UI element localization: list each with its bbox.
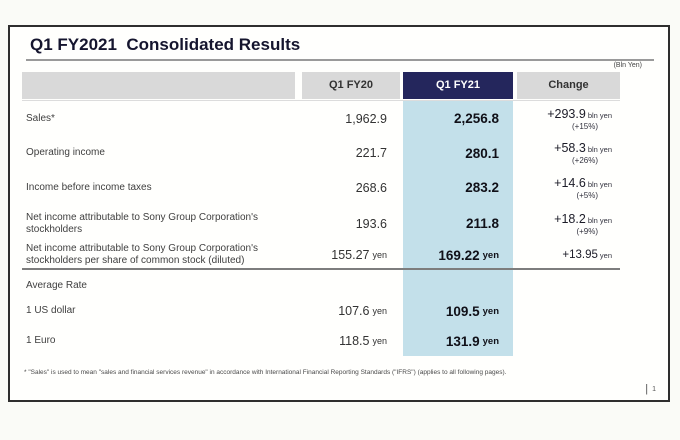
- yen-unit: yen: [372, 306, 387, 316]
- row-label: 1 US dollar: [26, 305, 76, 316]
- fy20-value: 118.5 yen: [339, 334, 387, 348]
- change-percent: (+26%): [571, 156, 598, 165]
- yen-unit: yen: [482, 305, 499, 317]
- change-cell: [513, 101, 620, 136]
- fy21-value: 211.8: [465, 216, 499, 231]
- change-percent: (+15%): [571, 121, 598, 131]
- title-underline: [26, 59, 654, 61]
- table-row-euro: [22, 326, 620, 356]
- fy20-value: 221.7: [355, 146, 387, 160]
- fy20-value: 155.27 yen: [331, 248, 387, 262]
- fy21-value: 131.9 yen: [445, 333, 499, 349]
- change-unit: bln yen: [587, 145, 612, 154]
- change-cell-empty: [513, 326, 620, 356]
- header-change: Change: [517, 72, 620, 99]
- fy20-value: 268.6: [355, 180, 387, 195]
- fy21-value: 169.22 yen: [438, 247, 499, 263]
- change-percent: (+5%): [576, 190, 598, 200]
- fy20-value: 107.6 yen: [338, 304, 387, 318]
- row-label: 1 Euro: [26, 335, 56, 346]
- table-rows: [22, 101, 620, 356]
- yen-unit: yen: [482, 335, 499, 347]
- change-unit: yen: [599, 251, 612, 260]
- change-value: +13.95: [562, 249, 598, 261]
- fy20-value: 193.6: [355, 216, 387, 231]
- change-percent: (+9%): [576, 226, 598, 236]
- page-divider-bar: |: [645, 383, 649, 395]
- yen-unit: yen: [482, 249, 499, 261]
- change-unit: bln yen: [587, 179, 612, 189]
- change-cell-empty: [513, 296, 620, 326]
- table-row-eps-diluted: [22, 242, 620, 268]
- table-row-sales: [22, 101, 620, 136]
- header-empty-cell: [22, 72, 295, 99]
- table-row-net-income: [22, 205, 620, 242]
- unit-note: (Bln Yen): [613, 62, 642, 69]
- page-number-value: 1: [652, 385, 656, 393]
- row-label: Sales*: [26, 112, 55, 124]
- fy21-value: 2,256.8: [453, 111, 499, 126]
- change-cell: [513, 136, 620, 170]
- table-row-us-dollar: [22, 296, 620, 326]
- change-value: +18.2: [554, 211, 586, 226]
- table-row-operating-income: [22, 136, 620, 170]
- change-value: +58.3: [554, 141, 586, 155]
- change-value: +14.6: [554, 175, 586, 190]
- page-number: [645, 383, 656, 395]
- change-cell: [513, 205, 620, 242]
- change-unit: bln yen: [587, 215, 612, 225]
- fy20-value: 1,962.9: [345, 111, 387, 126]
- fy21-value: 283.2: [465, 180, 499, 195]
- section-label: Average Rate: [26, 279, 87, 291]
- footnote: * "Sales" is used to mean "sales and financial services revenue" in accordance with International Financial Reporting Standards ("IFRS") (applies to all following pages).: [24, 369, 507, 376]
- change-value: +293.9: [547, 106, 586, 121]
- fy21-value: 280.1: [465, 145, 499, 161]
- row-label: Net income attributable to Sony Group Corporation's stockholders: [26, 211, 259, 235]
- results-slide: [8, 25, 670, 402]
- header-q1fy20: Q1 FY20: [302, 72, 400, 99]
- consolidated-results-table: [22, 72, 620, 358]
- section-separator-line: [22, 268, 620, 270]
- row-label: Income before income taxes: [26, 181, 152, 193]
- header-q1fy21: Q1 FY21: [403, 72, 513, 99]
- row-label: Operating income: [26, 147, 105, 158]
- change-cell: [513, 242, 620, 268]
- table-row-income-before-taxes: [22, 170, 620, 205]
- average-rate-section: [22, 274, 620, 296]
- slide-title: Q1 FY2021 Consolidated Results: [30, 35, 301, 54]
- yen-unit: yen: [372, 336, 387, 346]
- yen-unit: yen: [372, 250, 387, 260]
- fy21-value: 109.5 yen: [445, 303, 499, 319]
- change-cell: [513, 170, 620, 205]
- change-unit: bln yen: [587, 110, 612, 120]
- row-label: Net income attributable to Sony Group Corporation's stockholders per share of common stock (diluted): [26, 243, 259, 266]
